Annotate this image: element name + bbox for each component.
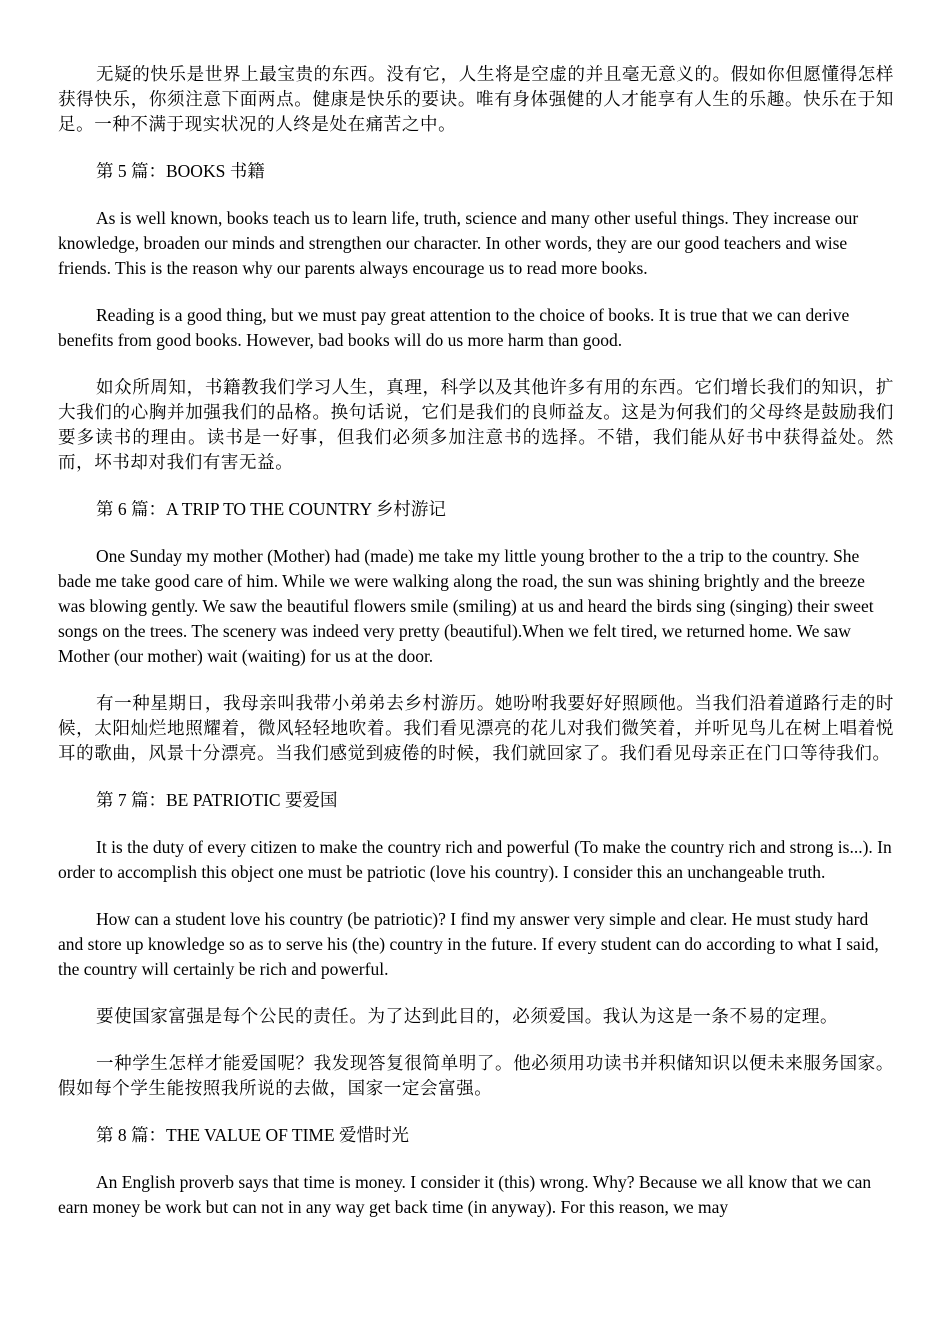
paragraph-zh-books: 如众所周知，书籍教我们学习人生，真理，科学以及其他许多有用的东西。它们增长我们的知识，扩大我们的心胸并加强我们的品格。换句话说，它们是我们的良师益友。这是为何我们的父母终是鼓励我们要多读书的理由。读书是一好事，但我们必须多加注意书的选择。不错，我们能从好书中获得益处。然而，坏书却对我们有害无益。: [58, 377, 894, 472]
paragraph-en-books-2: Reading is a good thing, but we must pay great attention to the choice of books. It is true that we can derive benefits from good books. However, bad books will do us more harm than good.: [58, 305, 850, 350]
paragraph-en-patriotic-1: It is the duty of every citizen to make the country rich and powerful (To make the country rich and strong is...). In order to accomplish this object one must be patriotic (love his country). I consider this an unchangeable truth.: [58, 837, 892, 882]
paragraph-en-trip: One Sunday my mother (Mother) had (made) me take my little young brother to the a trip to the country. She bade me take good care of him. While we were walking along the road, the sun was shining brightly and the breeze was blowing gently. We saw the beautiful flowers smile (smiling) at us and heard the birds sing (singing) their sweet songs on the trees. The scenery was indeed very pretty (beautiful).When we felt tired, we returned home. We saw Mother (our mother) wait (waiting) for us at the door.: [58, 546, 874, 666]
section-heading-7: 第 7 篇：BE PATRIOTIC 要爱国: [96, 790, 338, 810]
paragraph-en-time: An English proverb says that time is money. I consider it (this) wrong. Why? Because we all know that we can earn money be work but can not in any way get back time (in anyway). For this reason, we may: [58, 1172, 872, 1217]
document-page: [58, 62, 894, 1242]
paragraph-en-patriotic-2: How can a student love his country (be patriotic)? I find my answer very simple and clear. He must study hard and store up knowledge so as to serve his (the) country in the future. If every student can do according to what I said, the country will certainly be rich and powerful.: [58, 909, 879, 979]
paragraph-zh-happiness: 无疑的快乐是世界上最宝贵的东西。没有它，人生将是空虚的并且毫无意义的。假如你但愿懂得怎样获得快乐，你须注意下面两点。健康是快乐的要诀。唯有身体强健的人才能享有人生的乐趣。快乐在于知足。一种不满于现实状况的人终是处在痛苦之中。: [58, 64, 894, 134]
paragraph-zh-patriotic-2: 一种学生怎样才能爱国呢？我发现答复很简单明了。他必须用功读书并积储知识以便未来服务国家。假如每个学生能按照我所说的去做，国家一定会富强。: [58, 1053, 894, 1098]
section-heading-5: 第 5 篇：BOOKS 书籍: [96, 161, 265, 181]
section-heading-6: 第 6 篇：A TRIP TO THE COUNTRY 乡村游记: [96, 499, 446, 519]
paragraph-zh-patriotic-1: 要使国家富强是每个公民的责任。为了达到此目的，必须爱国。我认为这是一条不易的定理。: [96, 1006, 839, 1026]
paragraph-zh-trip: 有一种星期日，我母亲叫我带小弟弟去乡村游历。她吩咐我要好好照顾他。当我们沿着道路行走的时候，太阳灿烂地照耀着，微风轻轻地吹着。我们看见漂亮的花儿对我们微笑着，并听见鸟儿在树上唱着悦耳的歌曲，风景十分漂亮。当我们感觉到疲倦的时候，我们就回家了。我们看见母亲正在门口等待我们。: [58, 693, 894, 763]
section-heading-8: 第 8 篇：THE VALUE OF TIME 爱惜时光: [96, 1125, 410, 1145]
paragraph-en-books-1: As is well known, books teach us to learn life, truth, science and many other useful things. They increase our knowledge, broaden our minds and strengthen our character. In other words, they are our good teachers and wise friends. This is the reason why our parents always encourage us to read more books.: [58, 208, 859, 278]
